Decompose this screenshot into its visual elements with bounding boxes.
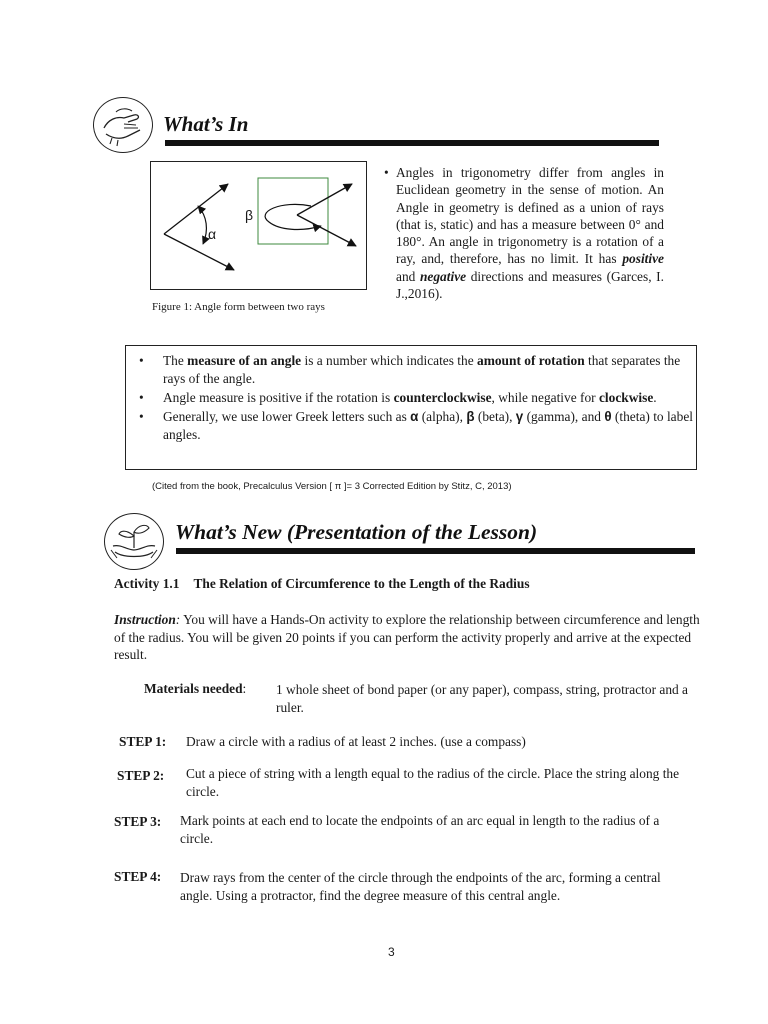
alpha-label: α — [208, 226, 217, 242]
positive-term: positive — [622, 251, 664, 267]
step-2-text: Cut a piece of string with a length equal to the radius of the circle. Place the string along the circle. — [186, 766, 680, 799]
whats-new-title: What’s New (Presentation of the Lesson) — [175, 520, 538, 544]
whats-in-title: What’s In — [163, 112, 249, 136]
hands-icon — [93, 97, 153, 153]
plant-hands-icon — [104, 513, 164, 570]
page-number: 3 — [388, 945, 395, 959]
activity-title: The Relation of Circumference to the Length of the Radius — [193, 576, 530, 591]
angle-definition-box — [125, 345, 697, 470]
list-item: • Generally, we use lower Greek letters such as α (alpha), β (beta), γ (gamma), and θ (theta) to label angles. — [139, 409, 693, 442]
step-3-label: STEP 3: — [114, 814, 162, 829]
materials-text: 1 whole sheet of bond paper (or any paper), compass, string, protractor and a ruler. — [276, 682, 688, 715]
step-4-label: STEP 4: — [114, 869, 162, 884]
beta-label: β — [245, 207, 254, 223]
step-1-text: Draw a circle with a radius of at least 2 inches. (use a compass) — [186, 734, 526, 749]
list-item: • Angle measure is positive if the rotation is counterclockwise, while negative for clockwise. — [139, 390, 657, 405]
step-2-label: STEP 2: — [117, 768, 165, 783]
bullet-dot: • — [384, 165, 389, 180]
intro-paragraph: • Angles in trigonometry differ from angles in Euclidean geometry in the sense of motion. An Angle in geometry is defined as a union of rays (that is, static) and has a measure between 0° and 180°. An angle in trigonometry is a rotation of a ray, and, therefore, has no limit. It has positive and negative directions and measures (Garces, I. J.,2016). — [384, 165, 664, 302]
angle-figure — [150, 161, 367, 290]
list-item: • The measure of an angle is a number which indicates the amount of rotation that separates the rays of the angle. — [139, 353, 681, 386]
step-1-label: STEP 1: — [119, 734, 167, 749]
whats-in-rule — [165, 140, 659, 146]
activity-number: Activity 1.1 — [114, 576, 180, 591]
activity-heading — [114, 576, 530, 592]
negative-term: negative — [419, 268, 467, 284]
step-4-text: Draw rays from the center of the circle through the endpoints of the arc, forming a central angle. Using a protractor, find the degree measure of this central angle. — [180, 870, 661, 903]
instruction-paragraph: Instruction: You will have a Hands-On activity to explore the relationship between circumference and length of the radius. You will be given 20 points if you can perform the activity properly and arrive at the expected result. — [114, 612, 700, 662]
citation: (Cited from the book, Precalculus Version [ π ]= 3 Corrected Edition by Stitz, C, 2013) — [152, 481, 512, 492]
whats-new-rule — [176, 548, 695, 554]
materials-label: Materials needed: — [144, 681, 247, 696]
step-3-text: Mark points at each end to locate the endpoints of an arc equal in length to the radius of a circle. — [180, 813, 660, 846]
figure-caption: Figure 1: Angle form between two rays — [152, 301, 325, 313]
